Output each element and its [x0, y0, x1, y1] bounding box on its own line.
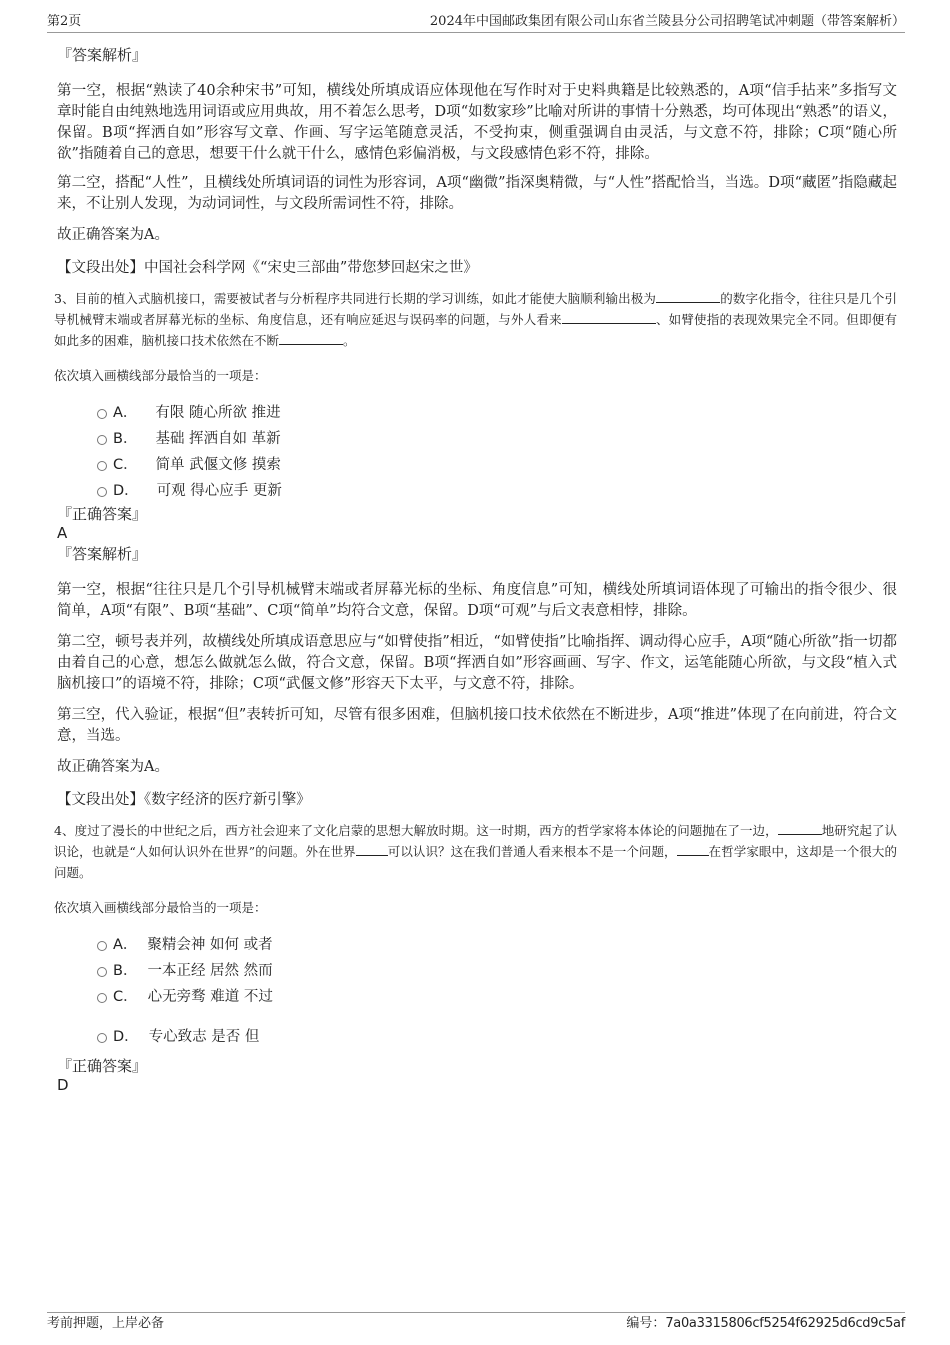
q2-analysis-label: 『答案解析』: [57, 46, 148, 64]
q4-option-b[interactable]: B． 一本正经 居然 然而: [57, 958, 897, 984]
q3-answer: A: [57, 524, 68, 542]
q4-option-a[interactable]: A． 聚精会神 如何 或者: [57, 932, 897, 958]
footer-id: 编号：7a0a3315806cf5254f62925d6cd9c5af: [626, 1316, 905, 1331]
q3-analysis-label: 『答案解析』: [57, 545, 148, 563]
q4-instruction: 依次填入画横线部分最恰当的一项是：: [54, 900, 267, 915]
radio-icon[interactable]: [97, 993, 107, 1003]
page-number: 第2页: [47, 14, 82, 29]
q2-conclusion: 故正确答案为A。: [57, 227, 169, 243]
footer-motto: 考前押题，上岸必备: [47, 1316, 165, 1331]
q2-analysis-p2: 第二空，搭配“人性”，且横线处所填词语的词性为形容词，A项“幽微”指深奥精微，与“人性”搭配恰当，当选。D项“藏匿”指隐藏起来，不让别人发现，为动词词性，与文段所需词性不符，排除。: [57, 175, 897, 212]
page-header: [47, 14, 905, 33]
radio-icon[interactable]: [97, 1033, 107, 1043]
q3-option-d[interactable]: D． 可观 得心应手 更新: [57, 478, 897, 504]
q4-stem: 4、度过了漫长的中世纪之后，西方社会迎来了文化启蒙的思想大解放时期。这一时期，西方的哲学家将本体论的问题抛在了一边， 地研究起了认识论，也就是“人如何认识外在世界”的问题。外在世界 可以认识？这在我们普通人看来根本不是一个问题， 在哲学家眼中，这却是一个很大的问题。: [54, 823, 897, 880]
q3-blank-3: [279, 333, 343, 345]
q3-source: 【文段出处】《数字经济的医疗新引擎》: [57, 792, 311, 808]
q4-blank-2: [356, 844, 388, 856]
q2-source: 【文段出处】中国社会科学网《“宋史三部曲”带您梦回赵宋之世》: [57, 260, 478, 276]
radio-icon[interactable]: [97, 461, 107, 471]
document-title: 2024年中国邮政集团有限公司山东省兰陵县分公司招聘笔试冲刺题（带答案解析）: [429, 14, 905, 29]
q3-blank-2: [562, 312, 656, 324]
q3-options: [57, 400, 897, 504]
radio-icon[interactable]: [97, 435, 107, 445]
radio-icon[interactable]: [97, 941, 107, 951]
q3-analysis-p1: 第一空，根据“往往只是几个引导机械臂末端或者屏幕光标的坐标、角度信息”可知，横线处所填词语体现了可输出的指令很少、很简单，A项“有限”、B项“基础”、C项“简单”均符合文意，保留。D项“可观”与后文表意相悖，排除。: [57, 582, 897, 619]
q3-stem: 3、目前的植入式脑机接口，需要被试者与分析程序共同进行长期的学习训练，如此才能使大脑顺利输出极为 的数字化指令，往往只是几个引导机械臂末端或者屏幕光标的坐标、角度信息，还有响应延迟与误码率的问题，与外人看来 、如臂使指的表现效果完全不同。但即便有如此多的困难，脑机接口技术依然在不断 。: [54, 291, 897, 348]
radio-icon[interactable]: [97, 967, 107, 977]
q4-answer: D: [57, 1076, 69, 1094]
q3-option-a[interactable]: A． 有限 随心所欲 推进: [57, 400, 897, 426]
radio-icon[interactable]: [97, 409, 107, 419]
page-footer: [47, 1312, 905, 1335]
q3-analysis-p3: 第三空，代入验证，根据“但”表转折可知，尽管有很多困难，但脑机接口技术依然在不断进步，A项“推进”体现了在向前进，符合文意，当选。: [57, 707, 897, 744]
q3-instruction: 依次填入画横线部分最恰当的一项是：: [54, 368, 267, 383]
page-content: [54, 45, 897, 1094]
q4-option-d[interactable]: D． 专心致志 是否 但: [57, 1024, 897, 1050]
q2-analysis-p1: 第一空，根据“熟读了40余种宋书”可知，横线处所填成语应体现他在写作时对于史料典籍是比较熟悉的，A项“信手拈来”多指写文章时能自由纯熟地选用词语或应用典故，用不着怎么思考，D项“如数家珍”比喻对所讲的事情十分熟悉，均可体现出“熟悉”的语义，保留。B项“挥洒自如”形容写文章、作画、写字运笔随意灵活，不受拘束，侧重强调自由灵活，与文意不符，排除；C项“随心所欲”指随着自己的意思，想要干什么就干什么，感情色彩偏消极，与文段感情色彩不符，排除。: [57, 83, 897, 162]
q4-blank-3: [677, 844, 709, 856]
q3-answer-label: 『正确答案』: [57, 505, 148, 523]
footer-code: 7a0a3315806cf5254f62925d6cd9c5af: [665, 1316, 905, 1331]
q3-analysis-p2: 第二空，顿号表并列，故横线处所填成语意思应与“如臂使指”相近，“如臂使指”比喻指挥、调动得心应手，A项“随心所欲”指一切都由着自己的心意，想怎么做就怎么做，符合文意，保留。B项“挥洒自如”形容画画、写字、作文，运笔能随心所欲，与文段“植入式脑机接口”的语境不符，排除；C项“武偃文修”形容天下太平，与文意不符，排除。: [57, 634, 897, 692]
q3-option-c[interactable]: C． 简单 武偃文修 摸索: [57, 452, 897, 478]
radio-icon[interactable]: [97, 487, 107, 497]
q3-conclusion: 故正确答案为A。: [57, 759, 169, 775]
q4-answer-label: 『正确答案』: [57, 1057, 148, 1075]
q3-option-b[interactable]: B． 基础 挥洒自如 革新: [57, 426, 897, 452]
q3-blank-1: [656, 291, 720, 303]
q4-option-c[interactable]: C． 心无旁骛 难道 不过: [57, 984, 897, 1010]
q4-options: [57, 932, 897, 1050]
q4-blank-1: [778, 823, 822, 835]
